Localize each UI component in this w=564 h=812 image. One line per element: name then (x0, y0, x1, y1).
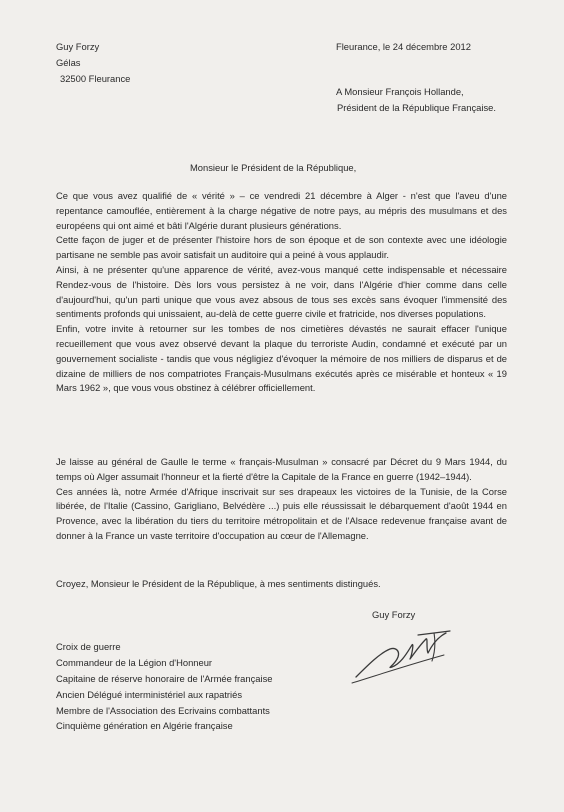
salutation: Monsieur le Président de la République, (190, 162, 357, 173)
handwritten-signature (348, 615, 458, 695)
place-date: Fleurance, le 24 décembre 2012 (336, 41, 471, 52)
paragraph: Enfin, votre invite à retourner sur les tombes de nos cimetières dévastés ne saurait effacer l'unique recueillement que vous avez observé devant la plaque du terroriste Audin, condamné et exécuté par un gouvernement socialiste - tandis que vous négligiez d'évoquer la mémoire de nos milliers de disparus et de dizaine de milliers de nos compatriotes Français-Musulmans exécutés après ce misérable et honteux « 19 Mars 1962 », que vous vous obstinez à célébrer officiellement. (56, 323, 507, 394)
recipient-name: A Monsieur François Hollande, (336, 86, 464, 97)
signature-name: Guy Forzy (372, 609, 416, 620)
credential-line: Membre de l'Association des Ecrivains combattants (56, 705, 270, 716)
recipient-title: Président de la République Française. (337, 102, 496, 113)
sender-name: Guy Forzy (56, 41, 100, 52)
credential-line: Cinquième génération en Algérie française (56, 720, 233, 731)
closing: Croyez, Monsieur le Président de la République, à mes sentiments distingués. (56, 578, 381, 589)
credential-line: Capitaine de réserve honoraire de l'Armée française (56, 673, 273, 684)
credential-line: Croix de guerre (56, 641, 121, 652)
credential-line: Ancien Délégué interministériel aux rapatriés (56, 689, 243, 700)
sender-address: Gélas (56, 57, 81, 68)
paragraph: Cette façon de juger et de présenter l'histoire hors de son époque et de son contexte avec une idéologie partisane ne semble pas avoir satisfait un auditoire qui a peiné à vous applaudir. (56, 234, 507, 261)
paragraph: Je laisse au général de Gaulle le terme « français-Musulman » consacré par Décret du 9 Mars 1944, du temps où Alger assumait l'honneur et la fierté d'être la Capitale de la France en guerre (1942–1944). (56, 456, 507, 482)
sender-city: 32500 Fleurance (60, 73, 131, 84)
letter-body-part1 (56, 189, 507, 396)
paragraph: Ce que vous avez qualifié de « vérité » – ce vendredi 21 décembre à Alger - n'est que l'aveu d'une repentance camouflée, entièrement à la charge négative de notre pays, au mépris des musulmans et des européens qui ont aimé et bâti l'Algérie durant plusieurs générations. (56, 190, 507, 231)
paragraph: Ces années là, notre Armée d'Afrique inscrivait sur ses drapeaux les victoires de la Tunisie, de la Corse libérée, de l'Italie (Cassino, Garigliano, Belvédère ...) puis elle réussissait le débarquement d'août 1944 en Provence, avec la libération du tiers du territoire métropolitain et de l'Alsace redevenue française avant de donner à la France un vaste territoire d'occupation au cœur de l'Allemagne. (56, 485, 507, 541)
paragraph: Ainsi, à ne présenter qu'une apparence de vérité, avez-vous manqué cette indispensable et nécessaire Rendez-vous de l'histoire. Dès lors vous persistez à ne voir, dans l'Algérie d'hier comme dans celle d'aujourd'hui, qu'un parti unique que vous avez absous de tous ses excès sans évoquer l'immensité des sentiments profonds qui unissaient, au-delà de cette guerre civile et fratricide, nos diverses populations. (56, 263, 507, 320)
credential-line: Commandeur de la Légion d'Honneur (56, 657, 213, 668)
letter-body-part2 (56, 455, 507, 544)
